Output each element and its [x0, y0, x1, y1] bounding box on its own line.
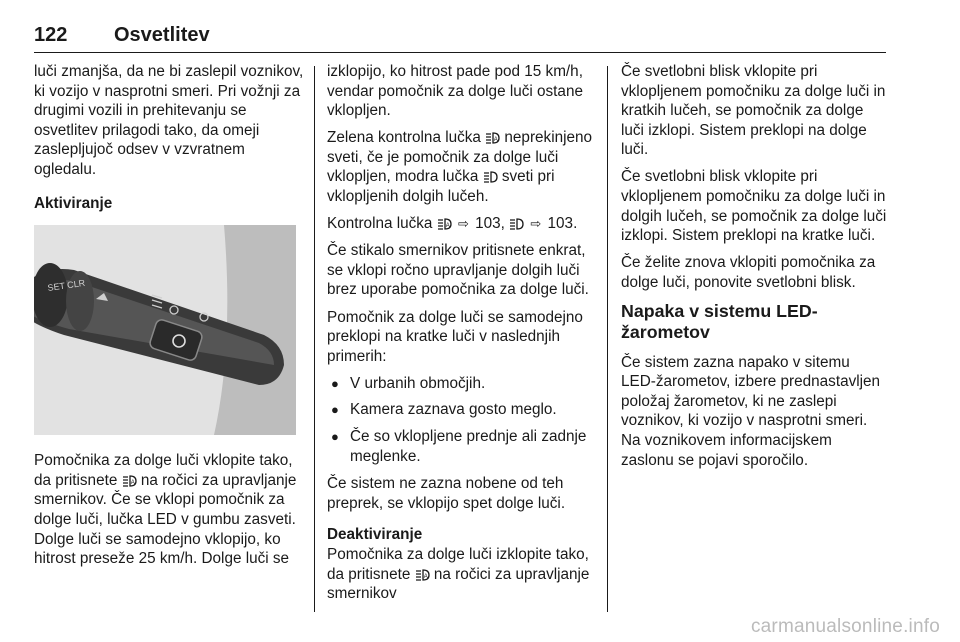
svg-text:A: A	[445, 223, 450, 230]
manual-control-paragraph: Če stikalo smernikov pritisnete enkrat, se vklopi ročno upravljanje dolgih luči brez uporabe pomočnika za dolge luči.	[327, 242, 589, 299]
auto-switch-paragraph: Pomočnik za dolge luči se samodejno preklopi na kratke luči v naslednjih primerih:	[327, 308, 583, 365]
high-beam-icon	[509, 218, 524, 230]
fault-heading: Napaka v sistemu LED-žarometov	[621, 300, 818, 342]
column-divider	[314, 66, 315, 612]
list-item: ● V urbanih območjih.	[327, 374, 597, 394]
column-1	[34, 62, 304, 576]
activation-paragraph: Pomočnika za dolge luči vklopite tako, da pritisnete A na ročici za upravljanje smernikov. Če se vklopi pomočnik za dolge luči, lučka LED v gumbu zasveti. Dolge luči se samodejno vklopijo, ko hitrost preseže 25 km/h. Dolge luči se	[34, 452, 297, 568]
svg-text:A: A	[493, 137, 498, 144]
lever-label: SET CLR	[46, 277, 86, 294]
reactivate-paragraph: Če želite znova vklopiti pomočnika za dolge luči, ponovite svetlobni blisk.	[621, 254, 876, 291]
intro-paragraph: luči zmanjša, da ne bi zaslepil voznikov, ki vozijo v nasprotni smeri. Pri vožnji za drugimi vozili in prehitevanju se osvetlitev prilagodi tako, da omeji zaslepljujoč odsev v vzvratnem ogledalu.	[34, 63, 304, 178]
auto-high-beam-icon	[415, 569, 430, 581]
conditions-list	[327, 374, 597, 466]
svg-text:A: A	[423, 573, 428, 580]
high-beam-icon	[483, 171, 498, 183]
page-ref-link[interactable]: 103,	[475, 215, 505, 233]
stalk-illustration	[34, 225, 296, 435]
deactivation-paragraph: Pomočnika za dolge luči izklopite tako, da pritisnete A na ročici za upravljanje smernikov	[327, 545, 590, 603]
column-divider	[607, 66, 608, 612]
speed-paragraph: izklopijo, ko hitrost pade pod 15 km/h, vendar pomočnik za dolge luči ostane vklopljen.	[327, 63, 583, 120]
page-ref-link[interactable]: 103.	[547, 215, 578, 233]
list-item: ● Če so vklopljene prednje ali zadnje meglenke.	[327, 427, 597, 466]
list-item: ● Kamera zaznava gosto meglo.	[327, 400, 597, 420]
turn-signal-stalk-image	[34, 225, 296, 435]
page-ref-arrow-icon: ⇨	[530, 216, 542, 232]
column-2	[327, 62, 597, 611]
watermark: carmanualsonline.info	[750, 616, 940, 637]
obstacle-paragraph: Če sistem ne zazna nobene od teh preprek, se vklopijo spet dolge luči.	[327, 475, 566, 512]
auto-high-beam-icon	[485, 132, 500, 144]
auto-high-beam-icon	[437, 218, 452, 230]
flash-high-beam-paragraph: Če svetlobni blisk vklopite pri vklopljenem pomočniku za dolge luči in dolgih lučeh, se pomočnik za dolge luči izklopi. Sistem preklopi na kratke luči.	[621, 168, 887, 245]
page-header	[34, 24, 886, 53]
svg-text:A: A	[130, 479, 135, 486]
flash-low-beam-paragraph: Če svetlobni blisk vklopite pri vklopljenem pomočniku za dolge luči in kratkih lučeh, se pomočnik za dolge luči izklopi. Sistem preklopi na dolge luči.	[621, 63, 886, 159]
activation-heading: Aktiviranje	[34, 194, 113, 212]
column-3	[621, 62, 887, 478]
indicator-reference: Kontrolna lučka A ⇨ 103, ⇨ 103.	[327, 215, 578, 233]
section-title: Osvetlitev	[114, 24, 210, 46]
green-indicator-paragraph: Zelena kontrolna lučka A neprekinjeno sveti, če je pomočnik za dolge luči vklopljen, modra lučka sveti pri vklopljenih dolgih lučeh.	[327, 129, 593, 206]
fault-paragraph: Če sistem zazna napako v sitemu LED-žarometov, izbere prednastavljen položaj žarometov, ki ne zaslepi voznikov, ki vozijo v nasprotni smeri. Na voznikovem informacijskem zaslonu se pojavi sporočilo.	[621, 353, 881, 469]
page-number: 122	[34, 24, 68, 46]
page-ref-arrow-icon: ⇨	[457, 216, 469, 232]
deactivation-heading: Deaktiviranje	[327, 526, 423, 544]
auto-high-beam-icon	[122, 475, 137, 487]
